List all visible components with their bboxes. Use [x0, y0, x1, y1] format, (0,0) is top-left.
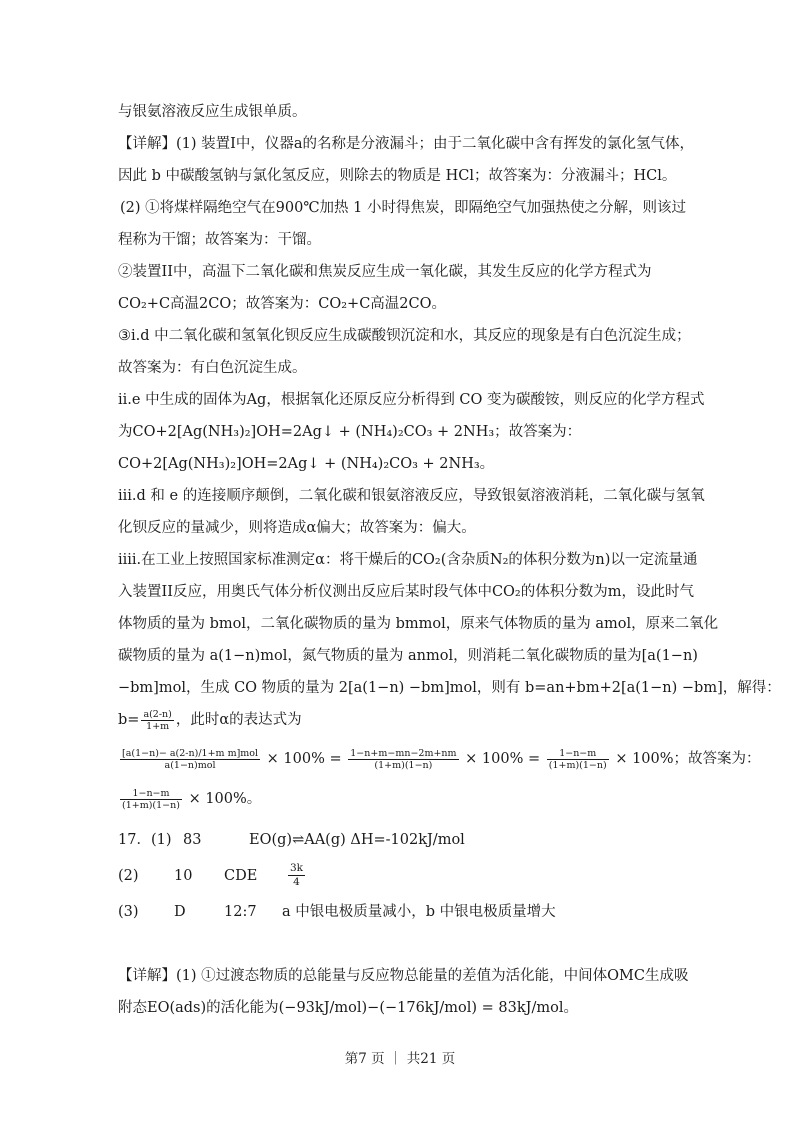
q17-row-1 [118, 830, 688, 850]
answer-fraction [288, 862, 305, 889]
text-line: 碳物质的量为 a(1−n)mol，氮气物质的量为 anmol，则消耗二氧化碳物质的量为[a(1−n) [118, 648, 698, 664]
fraction-numerator: 3k [290, 862, 304, 874]
text-line: iiii.在工业上按照国家标准测定α：将干燥后的CO₂(含杂质N₂的体积分数为n)以一定流量通 [118, 552, 698, 568]
fraction-denominator: a(1−n)mol [164, 759, 216, 771]
q17-label: (3) [118, 904, 139, 920]
answer-cell: D [174, 904, 186, 920]
fraction-denominator: 4 [293, 876, 300, 888]
answer-cell: 12:7 [224, 904, 257, 920]
q17-row-3 [118, 902, 688, 922]
fraction-numerator: 1−n−m [120, 788, 182, 800]
b-expression-line [118, 708, 688, 732]
text-line: 入装置II反应，用奥氏气体分析仪测出反应后某时段气体中CO₂的体积分数为m，设此时气 [118, 584, 694, 600]
fraction-denominator: (1+m)(1−n) [548, 759, 607, 771]
answer-text: × 100%；故答案为： [615, 751, 761, 767]
q17-label: (2) [118, 867, 139, 884]
text-line: −bm]mol，生成 CO 物质的量为 2[a(1−n) −bm]mol，则有 b=an+bm+2[a(1−n) −bm]，解得： [118, 680, 781, 696]
fraction-numerator: a(2-n) [143, 708, 172, 720]
fraction-denominator: (1+m)(1−n) [122, 799, 180, 811]
text-line: (2) ①将煤样隔绝空气在900℃加热 1 小时得焦炭，即隔绝空气加强热使之分解，则该过 [120, 200, 686, 216]
b-prefix: b= [118, 712, 140, 728]
equation-line: CO₂+C高温2CO；故答案为：CO₂+C高温2CO。 [118, 296, 446, 312]
equation-line: 为CO+2[Ag(NH₃)₂]OH=2Ag↓ + (NH₄)₂CO₃ + 2NH₃；故答案为： [118, 424, 582, 440]
text-line: 体物质的量为 bmol，二氧化碳物质的量为 bmmol，原来气体物质的量为 amol，原来二氧化 [118, 616, 719, 632]
q17-row-2 [118, 862, 688, 889]
fraction-numerator: [a(1−n)− a(2-n)/1+m m]mol [122, 747, 259, 759]
answer-cell: EO(g)⇌AA(g) ΔH=-102kJ/mol [249, 832, 465, 848]
fraction-denominator: (1+m)(1−n) [374, 759, 433, 771]
text-line: 附态EO(ads)的活化能为(−93kJ/mol)−(−176kJ/mol) = 83kJ/mol。 [118, 1000, 578, 1016]
text-line: ②装置II中，高温下二氧化碳和焦炭反应生成一氧化碳，其发生反应的化学方程式为 [118, 264, 652, 280]
answer-cell: 83 [183, 832, 202, 848]
b-fraction [141, 709, 173, 732]
multiply-text: × 100% = [266, 751, 342, 767]
q17-label: 17．(1) [118, 832, 172, 848]
text-line: iii.d 和 e 的连接顺序颠倒，二氧化碳和银氨溶液反应，导致银氨溶液消耗，二氧化碳与氢氧 [118, 488, 705, 504]
b-suffix: ，此时α的表达式为 [175, 712, 302, 728]
text-line: 因此 b 中碳酸氢钠与氯化氢反应，则除去的物质是 HCl；故答案为：分液漏斗；HCl。 [118, 168, 677, 184]
page-footer: 第7 页 ｜ 共21 页 [344, 1051, 456, 1067]
text-line: ii.e 中生成的固体为Ag，根据氧化还原反应分析得到 CO 变为碳酸铵，则反应的化学方程式 [118, 392, 705, 408]
alpha-fraction-2 [348, 748, 458, 771]
final-answer-line [118, 786, 688, 812]
multiply-text: × 100% = [465, 751, 541, 767]
answer-cell: CDE [224, 867, 258, 884]
text-line: 与银氨溶液反应生成银单质。 [118, 104, 307, 120]
equation-line: CO+2[Ag(NH₃)₂]OH=2Ag↓ + (NH₄)₂CO₃ + 2NH₃。 [118, 456, 495, 472]
text-line: 程称为干馏；故答案为：干馏。 [118, 232, 321, 248]
fraction-numerator: 1−n−m [547, 748, 609, 760]
alpha-expression-line [118, 746, 761, 772]
text-line: ③i.d 中二氧化碳和氢氧化钡反应生成碳酸钡沉淀和水，其反应的现象是有白色沉淀生成； [118, 328, 691, 344]
text-line: 【详解】(1) 装置I中，仪器a的名称是分液漏斗；由于二氧化碳中含有挥发的氯化氢气体， [118, 136, 695, 152]
final-fraction [120, 788, 182, 811]
alpha-fraction-3 [547, 748, 609, 771]
fraction-denominator: 1+m [146, 720, 170, 732]
final-suffix: × 100%。 [188, 791, 262, 807]
fraction-numerator: 1−n+m−mn−2m+nm [350, 747, 457, 759]
text-line: 【详解】(1) ①过渡态物质的总能量与反应物总能量的差值为活化能，中间体OMC生成吸 [118, 968, 689, 984]
text-line: 化钡反应的量减少，则将造成α偏大；故答案为：偏大。 [118, 520, 476, 536]
alpha-fraction-1 [120, 748, 260, 771]
answer-cell: 10 [174, 867, 193, 884]
answer-cell: a 中银电极质量减小，b 中银电极质量增大 [282, 904, 556, 920]
text-line: 故答案为：有白色沉淀生成。 [118, 360, 307, 376]
